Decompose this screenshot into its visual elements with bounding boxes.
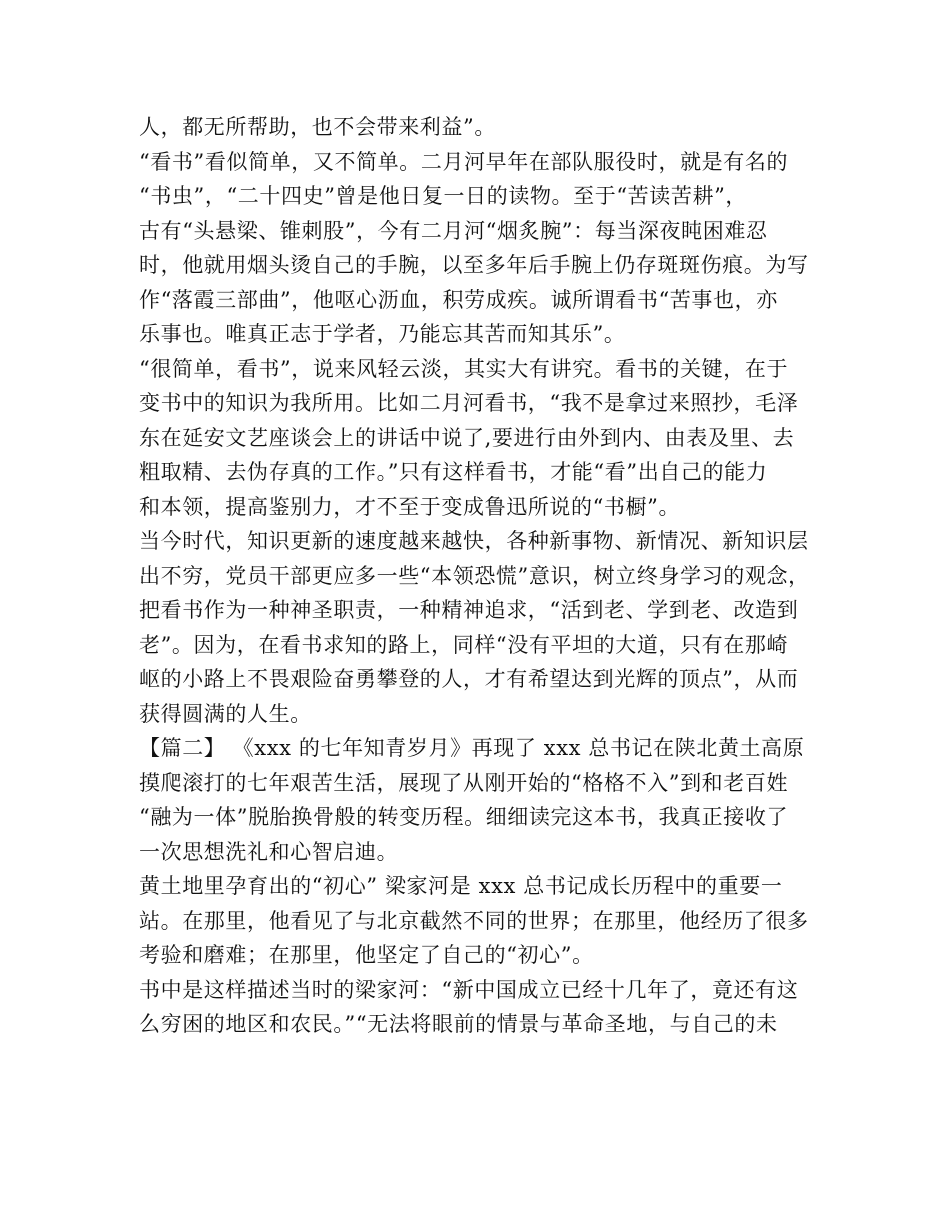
text-line: “书虫”，“二十四史”曾是他日复一日的读物。至于“苦读苦耕”， (139, 184, 748, 208)
text-line: 获得圆满的人生。 (139, 701, 312, 726)
text-line: 一次思想洗礼和心智启迪。 (139, 839, 399, 864)
body-text (139, 110, 829, 1042)
text-line: 书中是这样描述当时的梁家河：“新中国成立已经十几年了，竟还有这 (139, 977, 799, 1002)
text-line: 【篇二】 《xxx 的七年知青岁月》再现了 xxx 总书记在陕北黄土高原 (139, 736, 805, 760)
text-line: 么穷困的地区和农民。”“无法将眼前的情景与革命圣地，与自己的未 (139, 1012, 778, 1036)
text-line: “看书”看似简单，又不简单。二月河早年在部队服役时，就是有名的 (139, 149, 789, 174)
text-line: “很简单，看书”，说来风轻云淡，其实大有讲究。看书的关键，在于 (139, 356, 789, 381)
text-line: 时，他就用烟头烫自己的手腕，以至多年后手腕上仍存斑斑伤痕。为写 (139, 253, 809, 277)
text-line: 当今时代，知识更新的速度越来越快，各种新事物、新情况、新知识层 (139, 529, 809, 553)
text-line: 考验和磨难；在那里，他坚定了自己的“初心”。 (139, 943, 594, 967)
text-line: “融为一体”脱胎换骨般的转变历程。细细读完这本书，我真正接收了 (139, 805, 789, 829)
text-line: 站。在那里，他看见了与北京截然不同的世界；在那里，他经历了很多 (139, 908, 809, 933)
text-line: 东在延安文艺座谈会上的讲话中说了,要进行由外到内、由表及里、去 (139, 425, 795, 450)
text-line: 和本领，提高鉴别力，才不至于变成鲁迅所说的“书橱”。 (139, 494, 681, 519)
text-line: 变书中的知识为我所用。比如二月河看书，“我不是拿过来照抄，毛泽 (139, 391, 799, 415)
text-line: 粗取精、去伪存真的工作。”只有这样看书，才能“看”出自己的能力 (139, 460, 768, 484)
text-line: 老”。因为，在看书求知的路上，同样“没有平坦的大道，只有在那崎 (139, 632, 789, 657)
text-line: 岖的小路上不畏艰险奋勇攀登的人，才有希望达到光辉的顶点”，从而 (139, 667, 799, 691)
text-line: 黄土地里孕育出的“初心” 梁家河是 xxx 总书记成长历程中的重要一 (139, 874, 783, 898)
text-line: 作“落霞三部曲”，他呕心沥血，积劳成疾。诚所谓看书“苦事也，亦 (139, 287, 778, 312)
text-line: 古有“头悬梁、锥刺股”，今有二月河“烟炙腕”：每当深夜盹困难忍 (139, 218, 768, 243)
text-line: 乐事也。唯真正志于学者，乃能忘其苦而知其乐”。 (139, 322, 626, 346)
text-line: 把看书作为一种神圣职责，一种精神追求，“活到老、学到老、改造到 (139, 598, 799, 622)
text-line: 人，都无所帮助，也不会带来利益”。 (139, 115, 496, 139)
text-line: 摸爬滚打的七年艰苦生活，展现了从刚开始的“格格不入”到和老百姓 (139, 770, 789, 795)
text-line: 出不穷，党员干部更应多一些“本领恐慌”意识，树立终身学习的观念， (139, 563, 810, 588)
